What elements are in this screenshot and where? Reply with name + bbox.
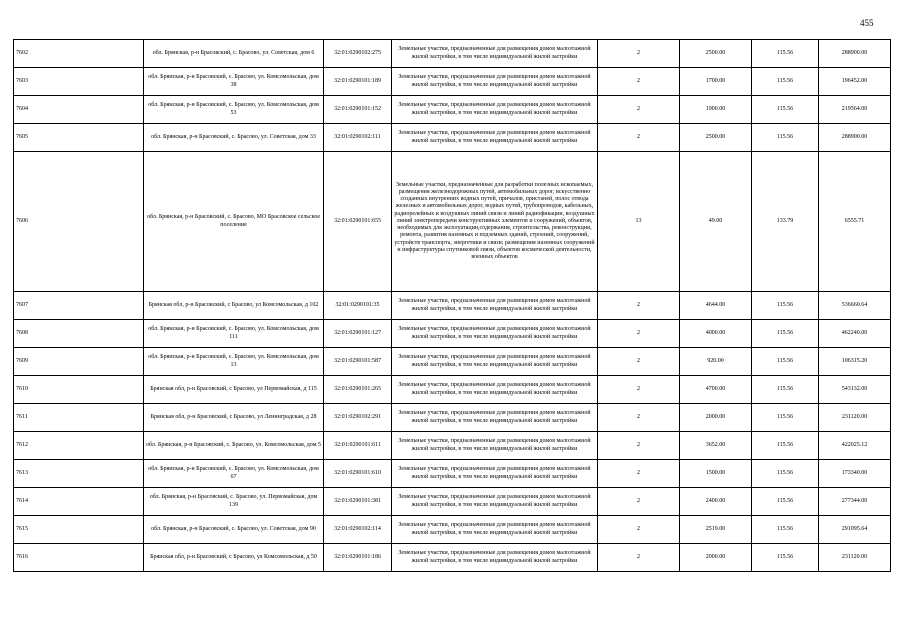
address-cell: обл. Брянская, р-н Брасовский, с. Брасово, МО Брасовское сельское поселение	[144, 152, 324, 292]
cadastral-value-cell: 231120.00	[819, 544, 891, 572]
land-use-cell: Земельные участки, предназначенные для размещения домов малоэтажной жилой застройки, в том числе индивидуальной жилой застройки	[392, 292, 598, 320]
land-use-cell: Земельные участки, предназначенные для размещения домов малоэтажной жилой застройки, в том числе индивидуальной жилой застройки	[392, 544, 598, 572]
specific-value-cell: 115.56	[752, 348, 819, 376]
row-number: 7606	[14, 152, 144, 292]
cadastral-value-cell: 422025.12	[819, 432, 891, 460]
specific-value-cell: 115.56	[752, 488, 819, 516]
land-use-cell: Земельные участки, предназначенные для размещения домов малоэтажной жилой застройки, в том числе индивидуальной жилой застройки	[392, 404, 598, 432]
cadastral-value-cell: 288900.00	[819, 124, 891, 152]
land-use-cell: Земельные участки, предназначенные для размещения домов малоэтажной жилой застройки, в том числе индивидуальной жилой застройки	[392, 516, 598, 544]
table-row	[14, 292, 891, 320]
use-code-cell: 2	[598, 432, 680, 460]
row-number: 7604	[14, 96, 144, 124]
address-cell: обл. Брянская, р-н Брасовский, с. Брасово, ул. Комсомольская, дом 53	[144, 96, 324, 124]
row-number: 7608	[14, 320, 144, 348]
table-row	[14, 348, 891, 376]
use-code-cell: 2	[598, 460, 680, 488]
land-use-cell: Земельные участки, предназначенные для размещения домов малоэтажной жилой застройки, в том числе индивидуальной жилой застройки	[392, 432, 598, 460]
row-number: 7609	[14, 348, 144, 376]
address-cell: обл. Брянская, р-н Брасовский, с. Брасово, ул. Советская, дом 6	[144, 40, 324, 68]
specific-value-cell: 115.56	[752, 68, 819, 96]
cadastral-number-cell: 32:01:0290102:275	[324, 40, 392, 68]
area-cell: 4644.00	[680, 292, 752, 320]
address-cell: Брянская обл, р-н Брасовский, с Брасово, ул Комсомольская, д 102	[144, 292, 324, 320]
cadastral-value-cell: 219564.00	[819, 96, 891, 124]
specific-value-cell: 115.56	[752, 320, 819, 348]
area-cell: 1900.00	[680, 96, 752, 124]
row-number: 7612	[14, 432, 144, 460]
land-use-cell: Земельные участки, предназначенные для размещения домов малоэтажной жилой застройки, в том числе индивидуальной жилой застройки	[392, 40, 598, 68]
land-use-cell: Земельные участки, предназначенные для размещения домов малоэтажной жилой застройки, в том числе индивидуальной жилой застройки	[392, 124, 598, 152]
table-row	[14, 432, 891, 460]
land-use-cell: Земельные участки, предназначенные для размещения домов малоэтажной жилой застройки, в том числе индивидуальной жилой застройки	[392, 348, 598, 376]
specific-value-cell: 115.56	[752, 376, 819, 404]
cadastral-number-cell: 32:01:0290101:189	[324, 68, 392, 96]
address-cell: Брянская обл, р-н Брасовский, с Брасово, ул Ленинградская, д 28	[144, 404, 324, 432]
area-cell: 49.00	[680, 152, 752, 292]
address-cell: обл. Брянская, р-н Брасовский, с. Брасово, ул. Комсомольская, дом 67	[144, 460, 324, 488]
area-cell: 2519.00	[680, 516, 752, 544]
specific-value-cell: 115.56	[752, 40, 819, 68]
cadastral-value-cell: 6555.71	[819, 152, 891, 292]
row-number: 7603	[14, 68, 144, 96]
cadastral-number-cell: 32:01:0290101:186	[324, 544, 392, 572]
land-use-cell: Земельные участки, предназначенные для размещения домов малоэтажной жилой застройки, в том числе индивидуальной жилой застройки	[392, 460, 598, 488]
address-cell: Брянская обл, р-н Брасовский, с Брасово, ул Первомайская, д 115	[144, 376, 324, 404]
area-cell: 4700.00	[680, 376, 752, 404]
use-code-cell: 13	[598, 152, 680, 292]
table-row	[14, 488, 891, 516]
use-code-cell: 2	[598, 376, 680, 404]
row-number: 7616	[14, 544, 144, 572]
area-cell: 1500.00	[680, 460, 752, 488]
cadastral-number-cell: 32:01:0290101:655	[324, 152, 392, 292]
cadastral-number-cell: 32:01:0290101:381	[324, 488, 392, 516]
cadastral-number-cell: 32:01:0290102:111	[324, 124, 392, 152]
table-row	[14, 152, 891, 292]
specific-value-cell: 115.56	[752, 432, 819, 460]
cadastral-number-cell: 32:01:0290101:611	[324, 432, 392, 460]
address-cell: обл. Брянская, р-н Брасовский, с. Брасово, ул. Советская, дом 33	[144, 124, 324, 152]
table-row	[14, 320, 891, 348]
row-number: 7615	[14, 516, 144, 544]
table-row	[14, 544, 891, 572]
land-use-cell: Земельные участки, предназначенные для размещения домов малоэтажной жилой застройки, в том числе индивидуальной жилой застройки	[392, 376, 598, 404]
land-use-cell: Земельные участки, предназначенные для размещения домов малоэтажной жилой застройки, в том числе индивидуальной жилой застройки	[392, 68, 598, 96]
area-cell: 2400.00	[680, 488, 752, 516]
address-cell: обл. Брянская, р-н Брасовский, с. Брасово, ул. Комсомольская, дом 5	[144, 432, 324, 460]
cadastral-number-cell: 32:01:0290102:291	[324, 404, 392, 432]
area-cell: 920.00	[680, 348, 752, 376]
page-number: 455	[860, 18, 874, 28]
address-cell: Брянская обл, р-н Брасовский, с Брасово, ул Комсомольская, д 50	[144, 544, 324, 572]
cadastral-value-cell: 543132.00	[819, 376, 891, 404]
land-use-cell: Земельные участки, предназначенные для размещения домов малоэтажной жилой застройки, в том числе индивидуальной жилой застройки	[392, 96, 598, 124]
cadastral-value-cell: 288900.00	[819, 40, 891, 68]
table-row	[14, 124, 891, 152]
specific-value-cell: 115.56	[752, 516, 819, 544]
cadastral-value-cell: 106315.20	[819, 348, 891, 376]
land-use-cell: Земельные участки, предназначенные для размещения домов малоэтажной жилой застройки, в том числе индивидуальной жилой застройки	[392, 320, 598, 348]
cadastral-value-cell: 277344.00	[819, 488, 891, 516]
cadastral-value-cell: 536660.64	[819, 292, 891, 320]
address-cell: обл. Брянская, р-н Брасовский, с. Брасово, ул. Комсомольская, дом 38	[144, 68, 324, 96]
specific-value-cell: 115.56	[752, 292, 819, 320]
cadastral-number-cell: 32:01:0290101:265	[324, 376, 392, 404]
use-code-cell: 2	[598, 516, 680, 544]
cadastral-number-cell: 32:01:0290102:114	[324, 516, 392, 544]
address-cell: обл. Брянская, р-н Брасовский, с. Брасово, ул. Комсомольская, дом 13	[144, 348, 324, 376]
cadastral-value-table	[13, 39, 891, 572]
specific-value-cell: 115.56	[752, 460, 819, 488]
area-cell: 2000.00	[680, 544, 752, 572]
table-row	[14, 40, 891, 68]
table-row	[14, 516, 891, 544]
land-use-cell: Земельные участки, предназначенные для разработки полезных ископаемых, размещения железнодорожных путей, автомобильных дорог, искусственно созданных внутренних водных путей, причалов, пристаней, полос отвода железных и автомобильных дорог, водных путей, трубопроводов, кабельных, радиорелейных и воздушных линий связи и линий радиофикации, воздушных линий электропередачи конструктивных элементов и сооружений, объектов, необходимых для эксплуатации,содержания, строительства, реконструкции, ремонта, развития наземных и подземных зданий, строений, сооружений, устройств транспорта, энергетики и связи; размещения наземных сооружений и инфраструктуры спутниковой связи, объектов космической деятельности, военных объектов	[392, 152, 598, 292]
cadastral-number-cell: 32:01:0290101:610	[324, 460, 392, 488]
area-cell: 1700.00	[680, 68, 752, 96]
specific-value-cell: 133.79	[752, 152, 819, 292]
area-cell: 3652.00	[680, 432, 752, 460]
cadastral-number-cell: 32:01:0290101:152	[324, 96, 392, 124]
area-cell: 2500.00	[680, 40, 752, 68]
table-row	[14, 404, 891, 432]
cadastral-number-cell: 32:01:0290101:587	[324, 348, 392, 376]
row-number: 7611	[14, 404, 144, 432]
row-number: 7613	[14, 460, 144, 488]
address-cell: обл. Брянская, р-н Брасовский, с. Брасово, ул. Первомайская, дом 139	[144, 488, 324, 516]
area-cell: 2500.00	[680, 124, 752, 152]
row-number: 7607	[14, 292, 144, 320]
row-number: 7605	[14, 124, 144, 152]
cadastral-value-cell: 462240.00	[819, 320, 891, 348]
use-code-cell: 2	[598, 40, 680, 68]
area-cell: 4000.00	[680, 320, 752, 348]
specific-value-cell: 115.56	[752, 96, 819, 124]
specific-value-cell: 115.56	[752, 544, 819, 572]
cadastral-number-cell: 32:01:0290101:127	[324, 320, 392, 348]
table-row	[14, 376, 891, 404]
use-code-cell: 2	[598, 96, 680, 124]
use-code-cell: 2	[598, 488, 680, 516]
use-code-cell: 2	[598, 348, 680, 376]
cadastral-value-cell: 291095.64	[819, 516, 891, 544]
land-use-cell: Земельные участки, предназначенные для размещения домов малоэтажной жилой застройки, в том числе индивидуальной жилой застройки	[392, 488, 598, 516]
use-code-cell: 2	[598, 68, 680, 96]
specific-value-cell: 115.56	[752, 404, 819, 432]
address-cell: обл. Брянская, р-н Брасовский, с. Брасово, ул. Комсомольская, дом 111	[144, 320, 324, 348]
cadastral-number-cell: 32:01:0290101:35	[324, 292, 392, 320]
row-number: 7614	[14, 488, 144, 516]
table-row	[14, 460, 891, 488]
specific-value-cell: 115.56	[752, 124, 819, 152]
address-cell: обл. Брянская, р-н Брасовский, с. Брасово, ул. Советская, дом 90	[144, 516, 324, 544]
use-code-cell: 2	[598, 544, 680, 572]
table-row	[14, 68, 891, 96]
use-code-cell: 2	[598, 292, 680, 320]
cadastral-value-cell: 196452.00	[819, 68, 891, 96]
area-cell: 2000.00	[680, 404, 752, 432]
row-number: 7602	[14, 40, 144, 68]
table-row	[14, 96, 891, 124]
use-code-cell: 2	[598, 320, 680, 348]
use-code-cell: 2	[598, 404, 680, 432]
cadastral-value-cell: 231120.00	[819, 404, 891, 432]
use-code-cell: 2	[598, 124, 680, 152]
row-number: 7610	[14, 376, 144, 404]
cadastral-value-cell: 173340.00	[819, 460, 891, 488]
